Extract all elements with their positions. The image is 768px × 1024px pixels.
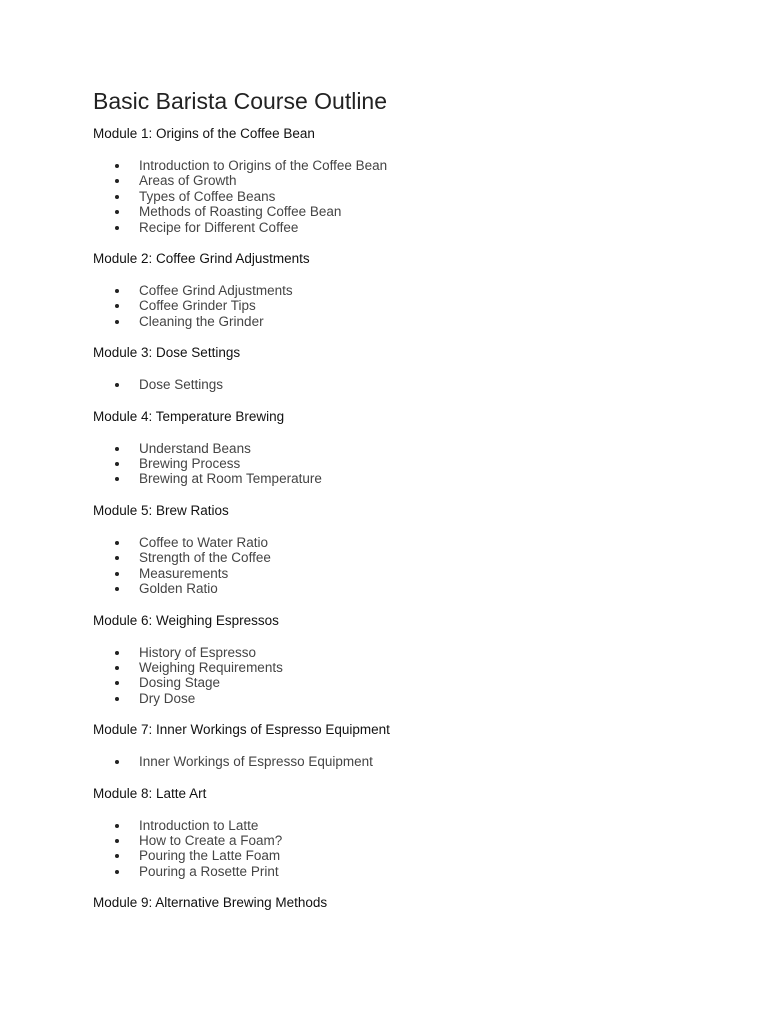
module-heading: Module 9: Alternative Brewing Methods	[93, 895, 328, 911]
topic-list	[93, 535, 713, 597]
list-item	[93, 660, 713, 675]
list-item-label: Coffee Grinder Tips	[139, 298, 256, 314]
list-item	[93, 848, 713, 863]
module-heading: Module 8: Latte Art	[93, 785, 207, 801]
bullet-icon	[115, 304, 119, 308]
bullet-icon	[115, 587, 119, 591]
module-section	[93, 722, 713, 769]
list-item-label: Types of Coffee Beans	[139, 188, 276, 204]
module-list-container	[93, 126, 713, 911]
list-item	[93, 314, 713, 329]
list-item	[93, 189, 713, 204]
module-heading: Module 4: Temperature Brewing	[93, 408, 285, 424]
list-item-label: Brewing Process	[139, 456, 241, 472]
list-item	[93, 864, 713, 879]
topic-list	[93, 818, 713, 880]
module-heading: Module 1: Origins of the Coffee Bean	[93, 126, 315, 141]
list-item-label: Weighing Requirements	[139, 659, 283, 675]
list-item-label: How to Create a Foam?	[139, 832, 283, 848]
list-item	[93, 566, 713, 581]
bullet-icon	[115, 681, 119, 685]
topic-list	[93, 754, 713, 769]
module-section	[93, 613, 713, 707]
list-item-label: Pouring a Rosette Print	[139, 863, 279, 879]
bullet-icon	[115, 854, 119, 858]
list-item-label: Pouring the Latte Foam	[139, 848, 281, 864]
module-section	[93, 126, 713, 235]
list-item	[93, 645, 713, 660]
list-item-label: Recipe for Different Coffee	[139, 219, 299, 235]
list-item	[93, 471, 713, 486]
list-item-label: Measurements	[139, 565, 229, 581]
list-item-label: Understand Beans	[139, 440, 251, 456]
list-item	[93, 675, 713, 690]
bullet-icon	[115, 839, 119, 843]
list-item-label: Golden Ratio	[139, 581, 218, 597]
bullet-icon	[115, 210, 119, 214]
list-item-label: Methods of Roasting Coffee Bean	[139, 204, 342, 220]
module-heading: Module 6: Weighing Espressos	[93, 612, 279, 628]
bullet-icon	[115, 541, 119, 545]
module-heading: Module 7: Inner Workings of Espresso Equipment	[93, 722, 390, 738]
document-page	[93, 86, 713, 911]
module-section	[93, 345, 713, 392]
bullet-icon	[115, 179, 119, 183]
list-item-label: History of Espresso	[139, 644, 257, 660]
bullet-icon	[115, 572, 119, 576]
list-item	[93, 158, 713, 173]
list-item	[93, 535, 713, 550]
bullet-icon	[115, 870, 119, 874]
list-item	[93, 173, 713, 188]
topic-list	[93, 158, 713, 235]
list-item-label: Dosing Stage	[139, 675, 221, 691]
list-item	[93, 298, 713, 313]
bullet-icon	[115, 289, 119, 293]
module-section	[93, 409, 713, 487]
bullet-icon	[115, 666, 119, 670]
list-item	[93, 581, 713, 596]
list-item	[93, 833, 713, 848]
bullet-icon	[115, 383, 119, 387]
bullet-icon	[115, 226, 119, 230]
list-item	[93, 550, 713, 565]
bullet-icon	[115, 477, 119, 481]
list-item	[93, 204, 713, 219]
list-item-label: Strength of the Coffee	[139, 550, 271, 566]
list-item	[93, 220, 713, 235]
list-item	[93, 456, 713, 471]
bullet-icon	[115, 462, 119, 466]
bullet-icon	[115, 760, 119, 764]
list-item-label: Inner Workings of Espresso Equipment	[139, 754, 373, 770]
list-item	[93, 283, 713, 298]
bullet-icon	[115, 556, 119, 560]
list-item-label: Introduction to Origins of the Coffee Bean	[139, 158, 388, 173]
list-item-label: Dose Settings	[139, 377, 224, 393]
list-item-label: Coffee Grind Adjustments	[139, 283, 293, 299]
bullet-icon	[115, 195, 119, 199]
list-item-label: Cleaning the Grinder	[139, 313, 264, 329]
bullet-icon	[115, 447, 119, 451]
bullet-icon	[115, 320, 119, 324]
list-item-label: Dry Dose	[139, 690, 196, 706]
bullet-icon	[115, 824, 119, 828]
list-item	[93, 691, 713, 706]
list-item-label: Coffee to Water Ratio	[139, 534, 269, 550]
bullet-icon	[115, 164, 119, 168]
bullet-icon	[115, 651, 119, 655]
module-section	[93, 895, 713, 911]
module-heading: Module 3: Dose Settings	[93, 345, 241, 361]
list-item	[93, 754, 713, 769]
list-item-label: Introduction to Latte	[139, 817, 259, 833]
list-item-label: Brewing at Room Temperature	[139, 471, 322, 487]
topic-list	[93, 645, 713, 707]
list-item-label: Areas of Growth	[139, 173, 237, 189]
module-section	[93, 786, 713, 880]
list-item	[93, 441, 713, 456]
module-heading: Module 5: Brew Ratios	[93, 502, 229, 518]
topic-list	[93, 283, 713, 329]
module-heading: Module 2: Coffee Grind Adjustments	[93, 251, 310, 267]
document-title: Basic Barista Course Outline	[93, 88, 388, 114]
topic-list	[93, 377, 713, 392]
list-item	[93, 818, 713, 833]
bullet-icon	[115, 697, 119, 701]
list-item	[93, 377, 713, 392]
topic-list	[93, 441, 713, 487]
module-section	[93, 251, 713, 329]
module-section	[93, 503, 713, 597]
